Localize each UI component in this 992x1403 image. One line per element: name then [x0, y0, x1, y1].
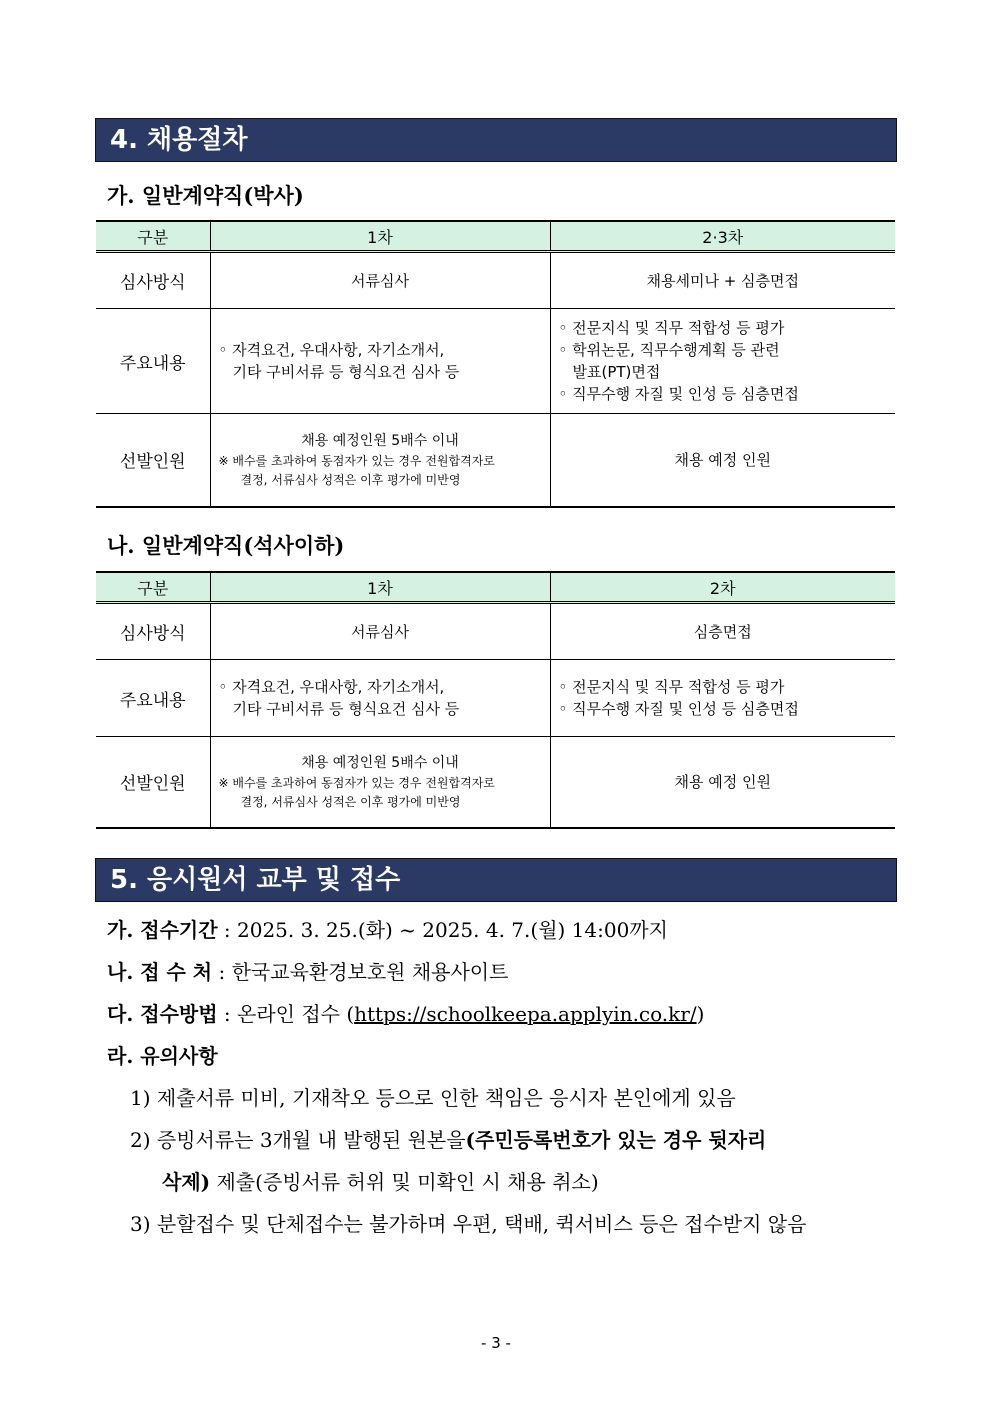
content-line: 기타 구비서류 등 형식요건 심사 등	[232, 363, 460, 381]
section-5-header	[95, 858, 897, 902]
section-5-title: 5. 응시원서 교부 및 접수	[110, 865, 401, 895]
content-line: ◦ 자격요건, 우대사항, 자기소개서,	[218, 678, 445, 696]
cell-content-1	[210, 660, 550, 737]
cell-content-2	[550, 309, 895, 414]
cell-content-2	[550, 660, 895, 737]
cell-method-2: 채용세미나 + 심층면접	[550, 252, 895, 309]
selection-count: 채용 예정인원 5배수 이내	[301, 754, 459, 771]
row-label-method: 심사방식	[96, 252, 210, 309]
table-header-row	[96, 572, 895, 603]
method-value: 온라인 접수 (	[237, 1002, 355, 1026]
note-2-continued	[162, 1166, 599, 1195]
table-header-row	[96, 221, 895, 252]
application-site-link[interactable]: https://schoolkeepa.applyin.co.kr/	[354, 1002, 697, 1026]
cell-selection-2: 채용 예정 인원	[550, 414, 895, 507]
selection-note: ※ 배수를 초과하여 동점자가 있는 경우 전원합격자로	[218, 453, 495, 468]
note-2	[130, 1124, 766, 1153]
notes-label: 라. 유의사항	[107, 1044, 218, 1068]
notes-heading	[107, 1040, 218, 1069]
note-2-bold-cont: 삭제)	[162, 1170, 211, 1194]
table-row	[96, 737, 895, 828]
row-label-selection: 선발인원	[96, 737, 210, 828]
procedure-table-masters	[96, 571, 895, 829]
selection-count: 채용 예정인원 5배수 이내	[301, 432, 459, 449]
content-line: ◦ 직무수행 자질 및 인성 등 심층면접	[558, 385, 799, 403]
section-4-header	[95, 118, 897, 162]
note-1: 1) 제출서류 미비, 기재착오 등으로 인한 책임은 응시자 본인에게 있음	[130, 1086, 736, 1110]
table-row	[96, 603, 895, 660]
method-label: 다. 접수방법	[107, 1002, 218, 1026]
content-line: ◦ 전문지식 및 직무 적합성 등 평가	[558, 678, 785, 696]
table-row	[96, 309, 895, 414]
table-row	[96, 660, 895, 737]
application-method	[107, 998, 704, 1027]
header-stage-1: 1차	[210, 221, 550, 252]
cell-selection-2: 채용 예정 인원	[550, 737, 895, 828]
cell-selection-1	[210, 414, 550, 507]
header-stage-2: 2차	[550, 572, 895, 603]
page-number: - 3 -	[481, 1334, 511, 1352]
content-line: ◦ 학위논문, 직무수행계획 등 관련	[558, 341, 780, 359]
content-line: ◦ 전문지식 및 직무 적합성 등 평가	[558, 319, 785, 337]
subtitle-a: 가. 일반계약직(박사)	[107, 183, 304, 208]
table-row	[96, 252, 895, 309]
procedure-table-doctorate	[96, 220, 895, 508]
cell-method-1: 서류심사	[210, 603, 550, 660]
label-separator: :	[218, 960, 232, 984]
note-2-text: 2) 증빙서류는 3개월 내 발행된 원본을	[130, 1128, 466, 1152]
header-stage-1: 1차	[210, 572, 550, 603]
header-category: 구분	[96, 572, 210, 603]
row-label-content: 주요내용	[96, 660, 210, 737]
content-line: ◦ 자격요건, 우대사항, 자기소개서,	[218, 341, 445, 359]
method-close: )	[696, 1002, 705, 1026]
label-separator: :	[223, 1002, 237, 1026]
header-category: 구분	[96, 221, 210, 252]
application-place	[107, 956, 508, 985]
cell-selection-1	[210, 737, 550, 828]
header-stage-2-3: 2·3차	[550, 221, 895, 252]
selection-note: 결정, 서류심사 성적은 이후 평가에 미반영	[240, 472, 461, 487]
row-label-selection: 선발인원	[96, 414, 210, 507]
selection-note: ※ 배수를 초과하여 동점자가 있는 경우 전원합격자로	[218, 775, 495, 790]
content-line: 발표(PT)면접	[572, 363, 661, 381]
application-period	[107, 914, 668, 943]
row-label-method: 심사방식	[96, 603, 210, 660]
content-line: ◦ 직무수행 자질 및 인성 등 심층면접	[558, 700, 799, 718]
period-label: 가. 접수기간	[107, 918, 218, 942]
cell-method-2: 심층면접	[550, 603, 895, 660]
place-value: 한국교육환경보호원 채용사이트	[231, 960, 509, 984]
row-label-content: 주요내용	[96, 309, 210, 414]
content-line: 기타 구비서류 등 형식요건 심사 등	[232, 700, 460, 718]
table-row	[96, 414, 895, 507]
cell-content-1	[210, 309, 550, 414]
note-2-bold: (주민등록번호가 있는 경우 뒷자리	[465, 1128, 767, 1152]
cell-method-1: 서류심사	[210, 252, 550, 309]
selection-note: 결정, 서류심사 성적은 이후 평가에 미반영	[240, 794, 461, 809]
label-separator: :	[223, 918, 237, 942]
note-3: 3) 분할접수 및 단체접수는 불가하며 우편, 택배, 퀵서비스 등은 접수받지 않음	[130, 1212, 807, 1236]
place-label: 나. 접 수 처	[107, 960, 213, 984]
note-2-text-cont: 제출(증빙서류 허위 및 미확인 시 채용 취소)	[210, 1170, 599, 1194]
subtitle-b: 나. 일반계약직(석사이하)	[107, 533, 345, 558]
section-4-title: 4. 채용절차	[110, 125, 248, 155]
period-value: 2025. 3. 25.(화) ~ 2025. 4. 7.(월) 14:00까지	[237, 918, 668, 942]
